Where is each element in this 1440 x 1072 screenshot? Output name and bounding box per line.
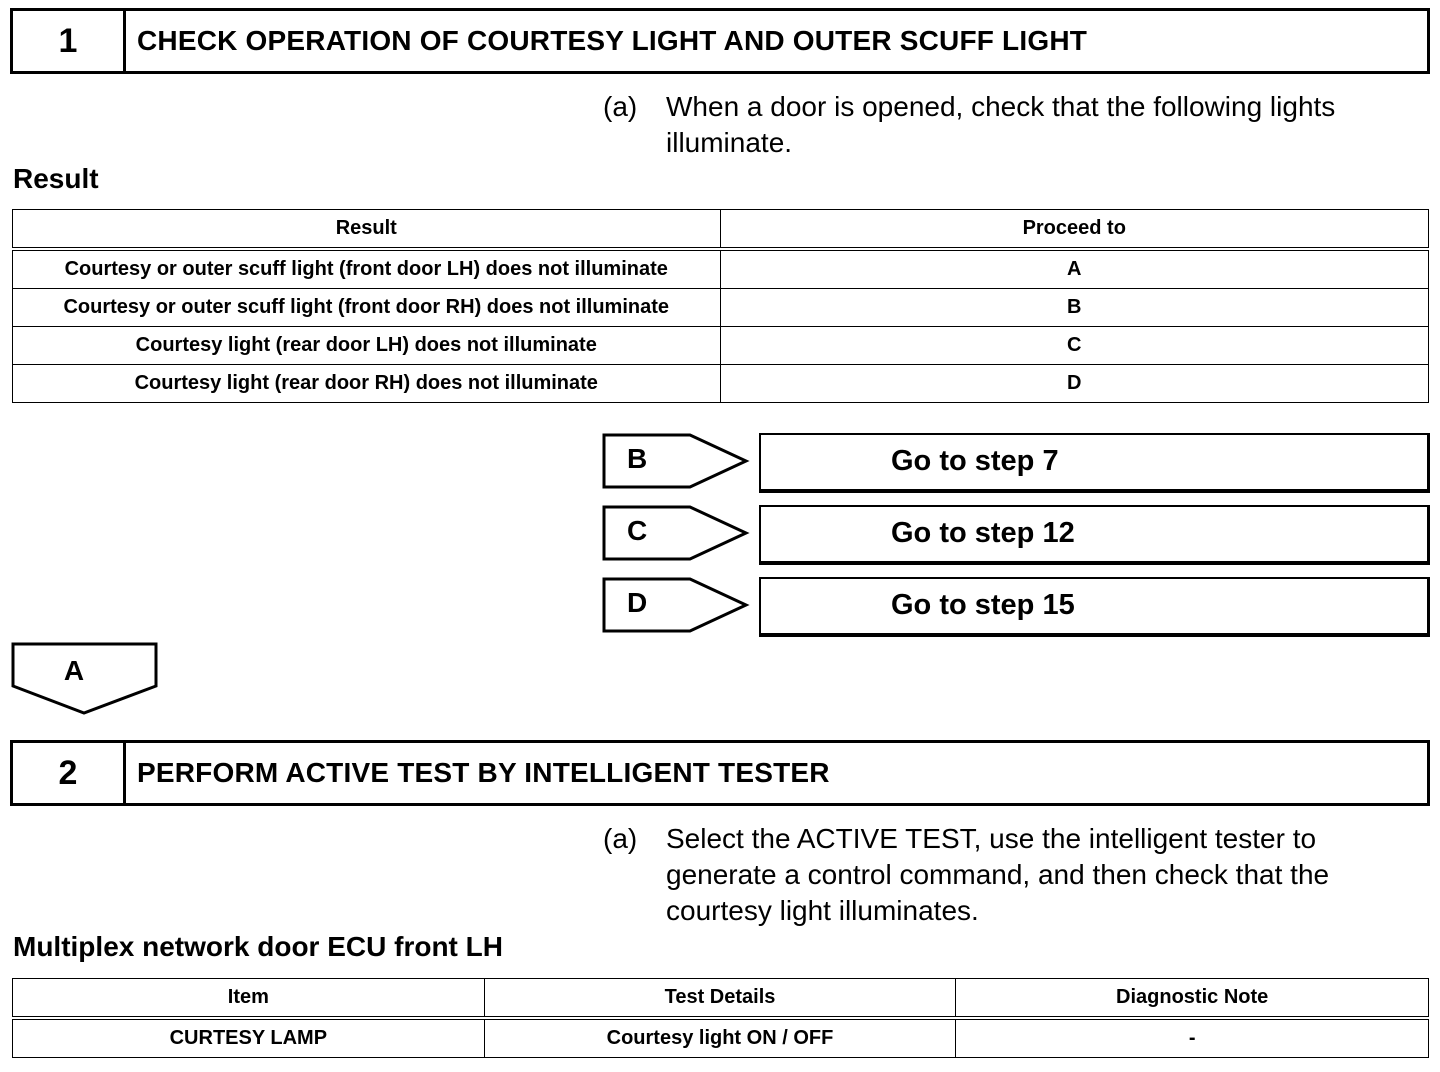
step-2-instruction bbox=[603, 821, 1413, 929]
branch-b[interactable] bbox=[602, 433, 1430, 491]
step-title: PERFORM ACTIVE TEST BY INTELLIGENT TESTER bbox=[137, 757, 830, 788]
branch-arrow-icon bbox=[602, 577, 752, 635]
table-cell: A bbox=[720, 249, 1429, 289]
branch-target-text: Go to step 15 bbox=[891, 589, 1075, 621]
result-heading: Result bbox=[13, 163, 99, 194]
branch-target-text: Go to step 7 bbox=[891, 445, 1059, 477]
table-header-row bbox=[13, 210, 1429, 250]
column-header: Result bbox=[13, 210, 721, 250]
branch-d[interactable] bbox=[602, 577, 1430, 635]
table-cell: Courtesy or outer scuff light (front door LH) does not illuminate bbox=[13, 249, 721, 289]
active-test-table bbox=[12, 978, 1429, 1058]
table-cell: D bbox=[720, 365, 1429, 403]
column-header: Test Details bbox=[484, 979, 956, 1019]
branch-letter: B bbox=[627, 443, 648, 474]
result-table bbox=[12, 209, 1429, 403]
instruction-text: When a door is opened, check that the following lights illuminate. bbox=[666, 91, 1336, 158]
step-title: CHECK OPERATION OF COURTESY LIGHT AND OUTER SCUFF LIGHT bbox=[137, 25, 1088, 56]
branch-target-text: Go to step 12 bbox=[891, 517, 1075, 549]
table-cell: Courtesy light (rear door LH) does not illuminate bbox=[13, 327, 721, 365]
step-1-instruction bbox=[603, 89, 1413, 161]
branch-letter: C bbox=[627, 515, 648, 546]
branch-target-box[interactable] bbox=[759, 505, 1430, 565]
branch-arrow-icon bbox=[602, 433, 752, 491]
step-1-header bbox=[10, 8, 1430, 74]
step-number: 1 bbox=[13, 11, 126, 71]
table-row bbox=[13, 249, 1429, 289]
instruction-label: (a) bbox=[603, 823, 638, 854]
table-row bbox=[13, 365, 1429, 403]
table-cell: B bbox=[720, 289, 1429, 327]
step-2-header bbox=[10, 740, 1430, 806]
branch-letter: D bbox=[627, 587, 648, 618]
table-row bbox=[13, 327, 1429, 365]
column-header: Diagnostic Note bbox=[956, 979, 1429, 1019]
column-header: Item bbox=[13, 979, 485, 1019]
table-header-row bbox=[13, 979, 1429, 1019]
continue-letter: A bbox=[63, 655, 85, 686]
instruction-label: (a) bbox=[603, 91, 638, 122]
branch-c[interactable] bbox=[602, 505, 1430, 563]
table-cell: Courtesy or outer scuff light (front door RH) does not illuminate bbox=[13, 289, 721, 327]
table-cell: Courtesy light ON / OFF bbox=[484, 1018, 956, 1058]
step-number: 2 bbox=[13, 743, 126, 803]
table-cell: C bbox=[720, 327, 1429, 365]
table-row bbox=[13, 1018, 1429, 1058]
column-header: Proceed to bbox=[720, 210, 1429, 250]
instruction-text: Select the ACTIVE TEST, use the intelligent tester to generate a control command, and then check that the courtesy light illuminates. bbox=[666, 823, 1330, 926]
table-cell: Courtesy light (rear door RH) does not illuminate bbox=[13, 365, 721, 403]
branch-target-box[interactable] bbox=[759, 433, 1430, 493]
table-row bbox=[13, 289, 1429, 327]
table-cell: - bbox=[956, 1018, 1429, 1058]
branch-arrow-icon bbox=[602, 505, 752, 563]
table-cell: CURTESY LAMP bbox=[13, 1018, 485, 1058]
active-test-heading: Multiplex network door ECU front LH bbox=[13, 931, 503, 962]
branch-target-box[interactable] bbox=[759, 577, 1430, 637]
